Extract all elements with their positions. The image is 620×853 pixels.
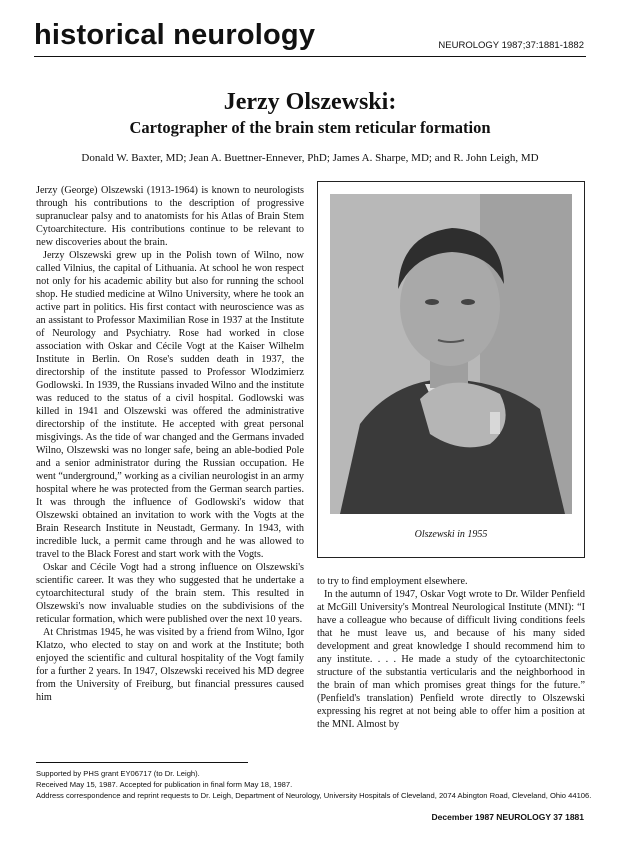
support-note: Supported by PHS grant EY06717 (to Dr. Leigh). — [36, 769, 200, 778]
author-list: Donald W. Baxter, MD; Jean A. Buettner-Ennever, PhD; James A. Sharpe, MD; and R. John Leigh, MD — [81, 152, 539, 164]
right-column — [317, 575, 585, 731]
page-folio: December 1987 NEUROLOGY 37 1881 — [431, 812, 584, 822]
header-rule — [34, 56, 586, 57]
paragraph: At Christmas 1945, he was visited by a friend from Wilno, Igor Klatzo, who elected to stay on and work at the Institute; both enjoyed the scientific and cultural hospitality of the Vogt family for a further 2 years. In 1947, Olszewski received his MD degree from the University of Freiburg, but financial pressures caused him — [36, 627, 304, 703]
footnote-rule — [36, 762, 248, 763]
figure — [317, 181, 585, 558]
left-column — [36, 184, 304, 704]
article-title: Jerzy Olszewski: — [223, 89, 397, 115]
paragraph: to try to find employment elsewhere. — [317, 576, 468, 587]
paragraph: Jerzy (George) Olszewski (1913-1964) is known to neurologists through his contributions to the description of progressive supranuclear palsy and to anatomists for his Atlas of Brain Stem Cytoarchitecture. His contributions continue to be relevant to new discoveries about the brain. — [36, 185, 304, 248]
address-note: Address correspondence and reprint requests to Dr. Leigh, Department of Neurology, University Hospitals of Cleveland, 2074 Abington Road, Cleveland, Ohio 44106. — [36, 791, 592, 800]
portrait-illustration — [330, 194, 572, 514]
footnotes — [36, 768, 596, 801]
journal-citation: NEUROLOGY 1987;37:1881-1882 — [438, 40, 584, 51]
paragraph: In the autumn of 1947, Oskar Vogt wrote to Dr. Wilder Penfield at McGill University's Montreal Neurological Institute (MNI): “I have a colleague who because of difficult living conditions feels that he must leave us, and because of his many sided development and great knowledge I should recommend him to any institute. . . . He made a study of the cytoarchitectonic structure of the substantia verticularis and the neighborhood in the brain of man which promises great things for the future.” (Penfield's translation) Penfield wrote directly to Olszewski expressing his regret at not being able to offer him a position at the MNI. Almost by — [317, 589, 585, 730]
paragraph: Jerzy Olszewski grew up in the Polish town of Wilno, now called Vilnius, the capital of Lithuania. At school he won respect not only for his academic ability but also for running the school shop. He studied medicine at Wilno University, where he took an active part in politics. His first contact with neuroscience was as an assistant to Professor Maximilian Rose in 1937 at the Institute of Neurology and Psychiatry. Rose had worked in close association with Oskar and Cécile Vogt at the Kaiser Wilhelm Institute in Berlin. On Rose's sudden death in 1937, the directorship of the institute passed to Professor Wlodzimierz Godlowski. In 1939, the Russians invaded Wilno and the institute was reduced to the status of a civil hospital. Godlowski was killed in 1941 and Olszewski was offered the administrative directorship of the institute. He accepted with great personal misgivings. As the tide of war changed and the Germans invaded Wilno, Olszewski was no longer safe, being an able-bodied Pole and a senior administrator during the Russian occupation. He went “underground,” working as a civilian neurologist in an army hospital where he was protected from the German search parties. It was through the influence of Godlowski's widow that Olszewski obtained an invitation to work with the Vogts at the Brain Research Institute in Neustadt, Germany. In 1943, with incredible luck, a permit came through and he was allowed to travel to the Black Forest and start work with the Vogts. — [36, 250, 305, 560]
received-note: Received May 15, 1987. Accepted for publication in final form May 18, 1987. — [36, 780, 293, 789]
article-subtitle: Cartographer of the brain stem reticular formation — [129, 118, 491, 137]
paragraph: Oskar and Cécile Vogt had a strong influence on Olszewski's scientific career. It was they who suggested that he undertake a cytoarchitectural study of the brain stem. This resulted in Olszewski's now invaluable studies on the subdivisions of the reticular formation, which were published over the next 10 years. — [36, 562, 304, 625]
section-heading: historical neurology — [34, 19, 316, 51]
figure-caption: Olszewski in 1955 — [414, 529, 488, 540]
portrait-photo — [330, 194, 572, 514]
